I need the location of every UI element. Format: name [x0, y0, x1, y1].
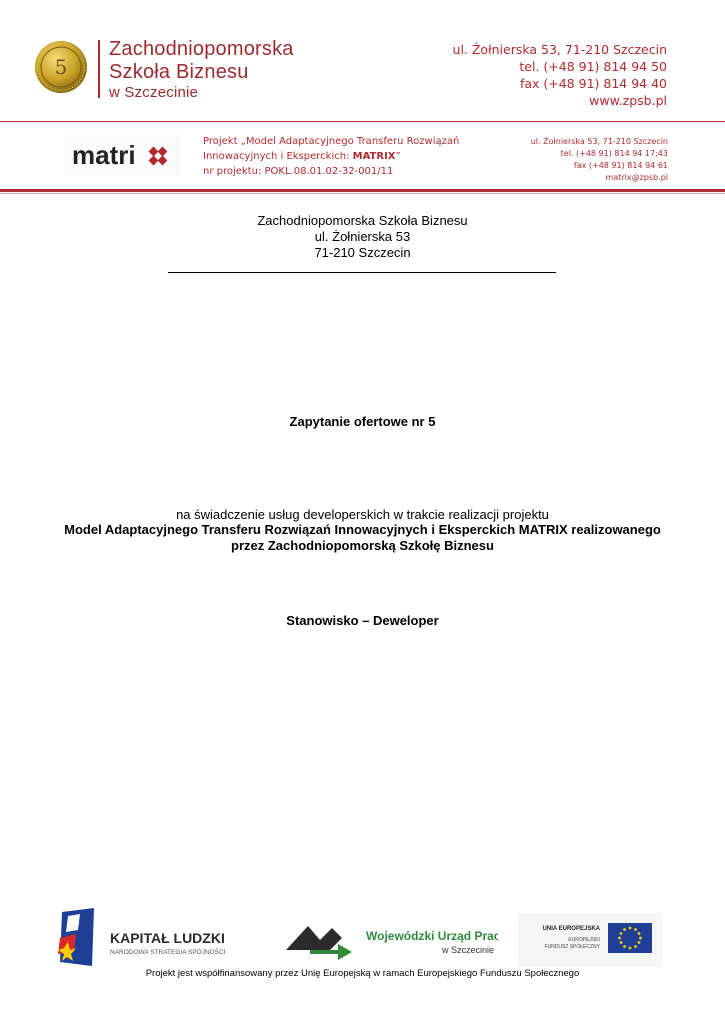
header-address: ul. Żołnierska 53, 71-210 Szczecin	[452, 42, 667, 57]
project-contact-email-link[interactable]: matrix@zpsb.pl	[605, 173, 668, 182]
project-band-rule	[0, 189, 725, 192]
kapital-ludzki-logo	[54, 908, 252, 968]
wup-title: Wojewódzki Urząd Pracy	[366, 929, 498, 943]
description-line2: Model Adaptacyjnego Transferu Rozwiązań Innowacyjnych i Eksperckich MATRIX realizowanego	[64, 522, 661, 537]
addressee-name: Zachodniopomorska Szkoła Biznesu	[257, 213, 468, 228]
header-phone: tel. (+48 91) 814 94 50	[519, 59, 667, 74]
project-title-quote: ”	[395, 151, 401, 162]
wup-emblem-icon	[286, 926, 352, 960]
matrix-x-mark-icon	[149, 147, 168, 166]
project-band-rule-shadow	[0, 193, 725, 194]
wup-szczecin-logo	[286, 916, 498, 964]
project-contact-phone: tel. (+48 91) 814 94 17;43	[560, 149, 668, 158]
eu-logo-line3: FUNDUSZ SPOŁECZNY	[544, 944, 600, 950]
kapital-ludzki-emblem-icon	[58, 908, 94, 966]
addressee-underline	[168, 272, 556, 273]
description-line1: na świadczenie usług developerskich w trakcie realizacji projektu	[176, 507, 549, 522]
header-divider	[98, 40, 100, 98]
addressee-street: ul. Żołnierska 53	[314, 229, 411, 244]
project-contact-address: ul. Żołnierska 53, 71-210 Szczecin	[530, 137, 668, 146]
cofinancing-note: Projekt jest współfinansowany przez Unię Europejską w ramach Europejskiego Funduszu Społecznego	[145, 968, 580, 979]
eu-logo-line2: EUROPEJSKI	[568, 937, 600, 943]
project-number: nr projektu: POKL.08.01.02-32-001/11	[203, 166, 394, 177]
project-title-prefix: Innowacyjnych i Eksperckich:	[203, 151, 353, 162]
seal-numeral: 5	[54, 55, 68, 79]
school-name-line1: Zachodniopomorska	[109, 38, 294, 60]
project-title-line2	[203, 149, 401, 164]
kapital-ludzki-subtitle: NARODOWA STRATEGIA SPÓJNOŚCI	[110, 949, 226, 956]
school-name-line3: w Szczecinie	[109, 84, 199, 101]
header-rule	[0, 121, 725, 122]
project-contact-fax: fax (+48 91) 814 94 61	[573, 161, 668, 170]
description-line3: przez Zachodniopomorską Szkołę Biznesu	[231, 538, 494, 553]
position-heading: Stanowisko – Deweloper	[286, 613, 439, 628]
matrix-logo	[72, 140, 176, 175]
wup-subtitle: w Szczecinie	[441, 945, 494, 955]
matrix-logo-text: matri	[72, 140, 136, 170]
project-title-acronym: MATRIX	[352, 151, 396, 162]
document-title: Zapytanie ofertowe nr 5	[289, 414, 436, 429]
eu-social-fund-logo	[518, 913, 662, 967]
school-seal-logo	[34, 40, 88, 94]
eu-flag-icon	[608, 923, 652, 953]
project-title-line1: Projekt „Model Adaptacyjnego Transferu Rozwiązań	[203, 136, 460, 147]
eu-logo-line1: UNIA EUROPEJSKA	[542, 926, 600, 932]
school-name-line2: Szkoła Biznesu	[109, 61, 249, 83]
header-website-link[interactable]: www.zpsb.pl	[589, 93, 667, 108]
kapital-ludzki-title: KAPITAŁ LUDZKI	[110, 930, 225, 946]
header-fax: fax (+48 91) 814 94 40	[519, 76, 667, 91]
addressee-city: 71-210 Szczecin	[314, 245, 411, 260]
